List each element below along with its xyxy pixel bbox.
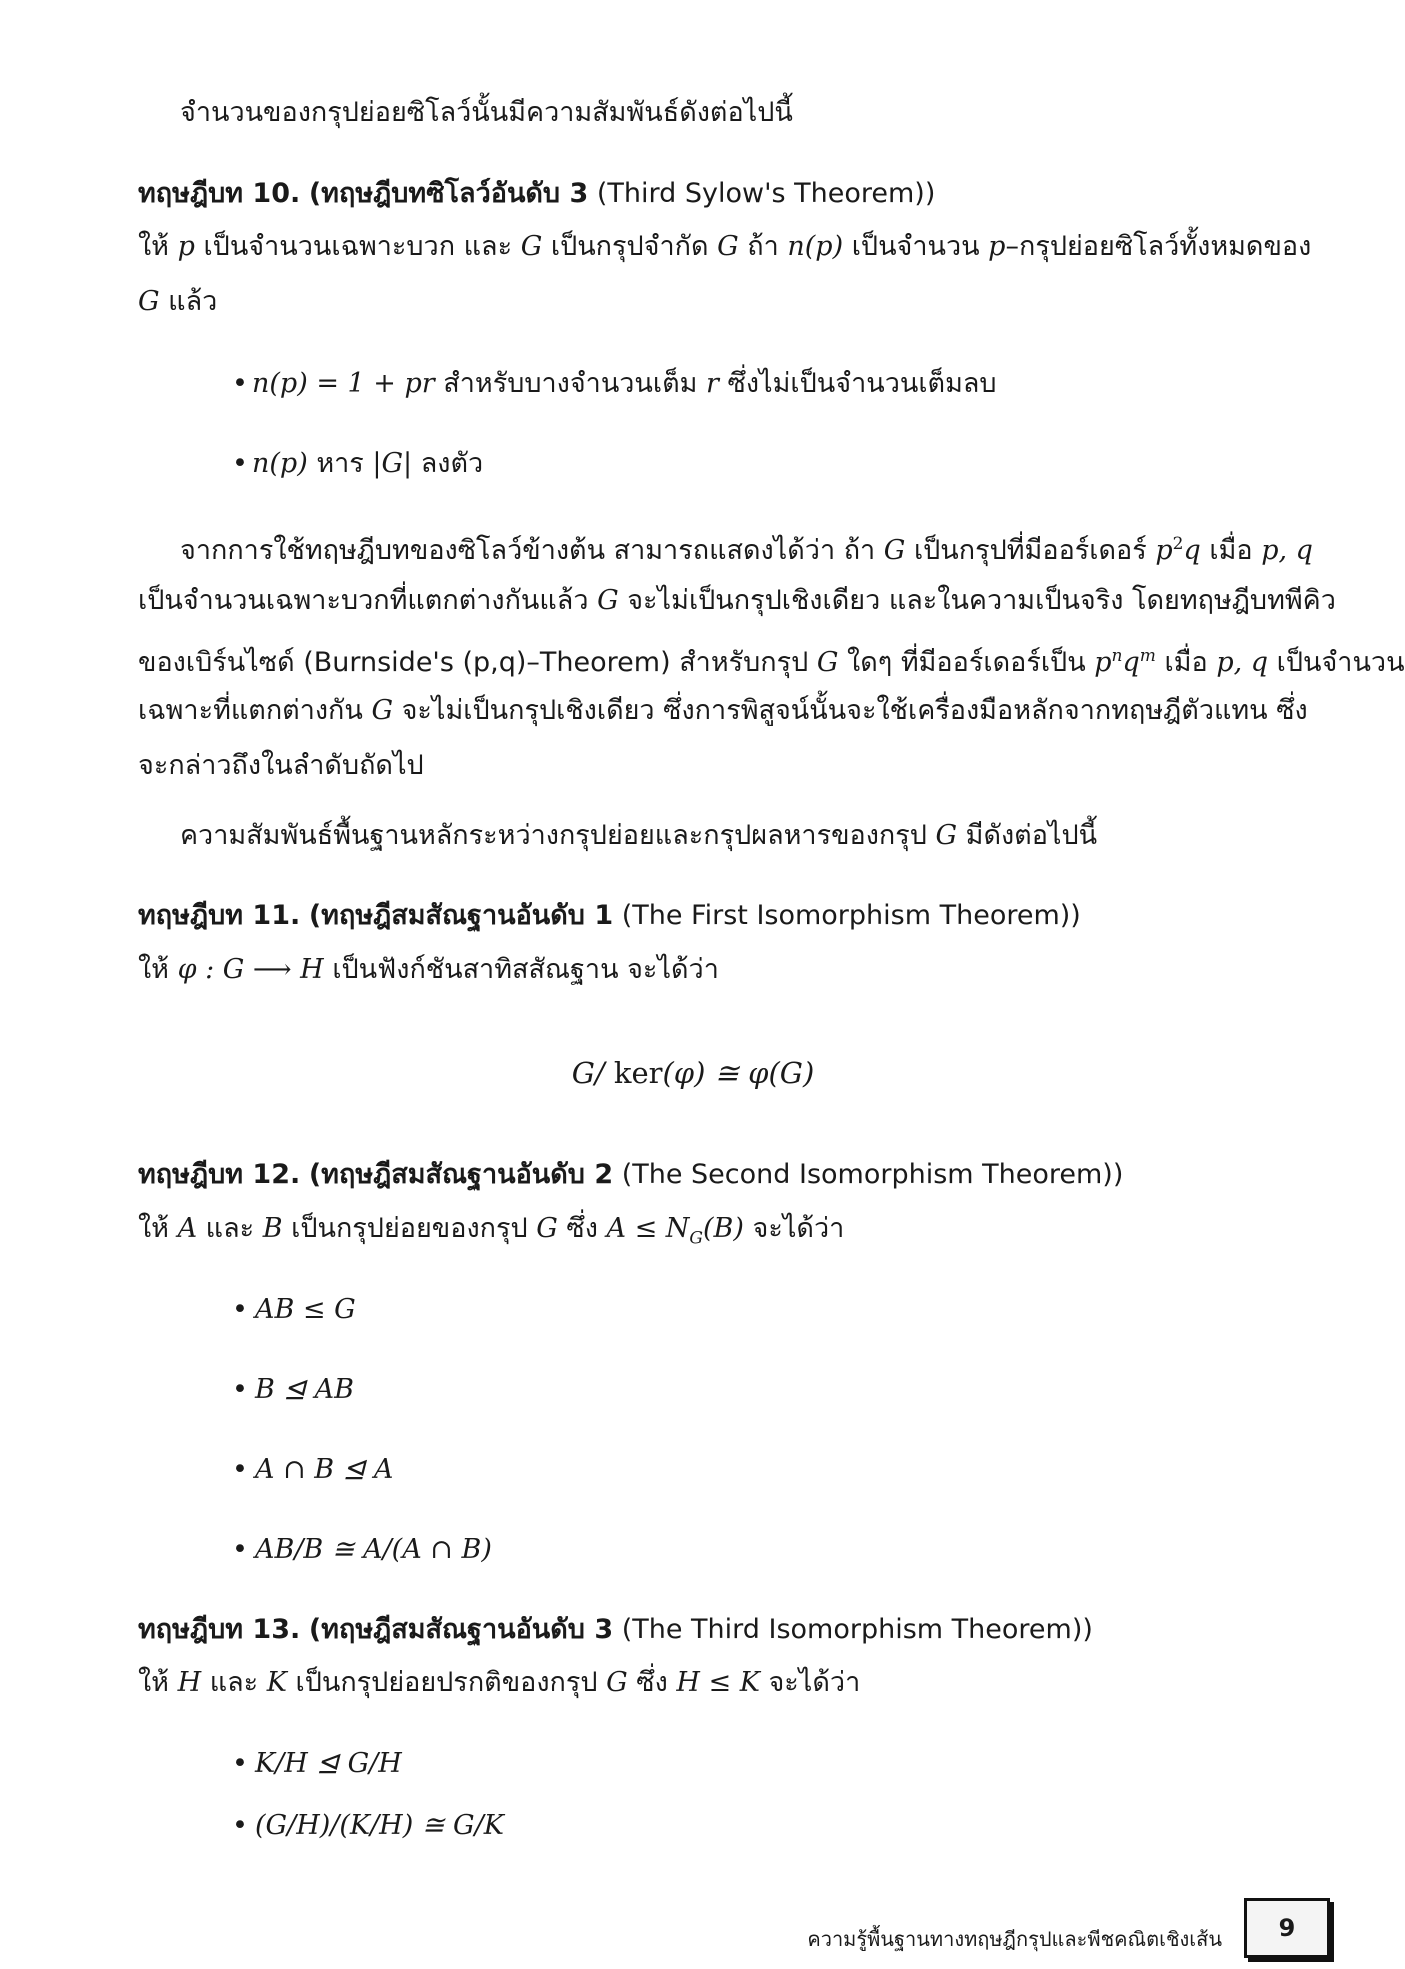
theorem-13-title-en: (The Third Isomorphism Theorem)): [621, 1614, 1093, 1645]
theorem-12-item-2: B ⊴ AB: [255, 1374, 354, 1405]
theorem-11-title-en: (The First Isomorphism Theorem)): [621, 900, 1081, 931]
math-G: G: [935, 820, 958, 851]
theorem-12-title-th: (ทฤษฎีสมสัณฐานอันดับ 2: [308, 1159, 614, 1190]
math-G: G: [371, 695, 394, 726]
bullet-dot: •: [232, 1294, 248, 1325]
theorem-10-bullet-1: [252, 366, 997, 402]
math-K: K: [266, 1667, 287, 1698]
footer-book-title: ความรู้พื้นฐานทางทฤษฎีกรุปและพีชคณิตเชิงเส้น: [807, 1927, 1222, 1951]
math-exponent-m: m: [1139, 646, 1156, 666]
theorem-12-title-en: (The Second Isomorphism Theorem)): [621, 1159, 1124, 1190]
math-exponent: 2: [1172, 534, 1184, 554]
math-p: p: [177, 231, 195, 262]
intro-paragraph: จำนวนของกรุปย่อยซิโลว์นั้นมีความสัมพันธ์ดังต่อไปนี้: [180, 97, 793, 128]
text: เป็นจำนวน: [1268, 647, 1405, 678]
text: และ: [197, 1213, 263, 1244]
text: ความสัมพันธ์พื้นฐานหลักระหว่างกรุปย่อยและกรุปผลหารของกรุป: [180, 820, 936, 851]
math-expression: n(p): [252, 448, 308, 479]
theorem-10-title-th: (ทฤษฎีบทซิโลว์อันดับ 3: [308, 178, 589, 209]
text: แล้ว: [159, 286, 218, 317]
text: ใดๆ ที่มีออร์เดอร์เป็น: [838, 647, 1095, 678]
text: เป็นกรุปย่อยของกรุป: [282, 1213, 537, 1244]
theorem-12-item-3: A ∩ B ⊴ A: [255, 1454, 394, 1485]
math-G: G: [717, 231, 739, 262]
math-B: B: [262, 1213, 283, 1244]
theorem-13-title-th: (ทฤษฎีสมสัณฐานอันดับ 3: [308, 1614, 614, 1645]
math-G: G: [138, 286, 160, 317]
burnside-paragraph-line-2: [138, 583, 1336, 619]
text: เมื่อ: [1200, 535, 1262, 566]
text: จะได้ว่า: [759, 1667, 861, 1698]
bullet-dot: •: [232, 1374, 248, 1405]
math-p: p: [1094, 647, 1112, 678]
theorem-10-bullet-2: [252, 446, 483, 482]
text: เป็นจำนวน: [843, 231, 989, 262]
text: เฉพาะที่แตกต่างกัน: [138, 695, 372, 726]
math-condition: A ≤ N: [606, 1213, 690, 1244]
text: เป็นฟังก์ชันสาทิสสัณฐาน จะได้ว่า: [323, 954, 719, 985]
theorem-11-heading: [138, 898, 1081, 934]
math-G: G: [597, 585, 619, 616]
text: จากการใช้ทฤษฎีบทของซิโลว์ข้างต้น สามารถแสดงได้ว่า ถ้า: [180, 535, 884, 566]
text: มีดังต่อไปนี้: [957, 820, 1098, 851]
math-condition: H ≤ K: [676, 1667, 760, 1698]
text: เป็นจำนวนเฉพาะบวกที่แตกต่างกันแล้ว: [138, 585, 598, 616]
math-p: p: [1155, 535, 1173, 566]
relation-paragraph: [180, 818, 1097, 854]
text: เป็นจำนวนเฉพาะบวก และ: [194, 231, 521, 262]
bullet-dot: •: [232, 1748, 248, 1779]
theorem-10-statement-line-2: [138, 284, 217, 320]
text: ถ้า: [738, 231, 788, 262]
page-number-badge: 9: [1244, 1898, 1330, 1958]
math-order-G: |G|: [372, 448, 413, 479]
text: จะได้ว่า: [743, 1213, 845, 1244]
math-G: G: [883, 535, 906, 566]
text: เป็นกรุปย่อยปรกติของกรุป: [286, 1667, 607, 1698]
theorem-12-label: ทฤษฎีบท 12.: [138, 1159, 301, 1190]
burnside-paragraph-line-5: จะกล่าวถึงในลำดับถัดไป: [138, 750, 424, 781]
math-p: p: [988, 231, 1006, 262]
theorem-11-label: ทฤษฎีบท 11.: [138, 900, 301, 931]
text: จะไม่เป็นกรุปเชิงเดียว และในความเป็นจริง โดยทฤษฎีบทพีคิว: [618, 585, 1336, 616]
theorem-10-label: ทฤษฎีบท 10.: [138, 178, 301, 209]
text: เป็นกรุปที่มีออร์เดอร์: [905, 535, 1156, 566]
theorem-13-statement: [138, 1665, 860, 1701]
theorem-10-heading: [138, 176, 935, 212]
text: ซึ่ง: [557, 1213, 607, 1244]
theorem-13-item-1: K/H ⊴ G/H: [255, 1748, 402, 1779]
math-text: (φ) ≅ φ(G): [662, 1056, 815, 1090]
math-G: G: [816, 647, 839, 678]
theorem-13-label: ทฤษฎีบท 13.: [138, 1614, 301, 1645]
theorem-10-statement-line-1: [138, 229, 1311, 265]
burnside-paragraph-line-4: [138, 693, 1308, 729]
text: ให้: [138, 1213, 178, 1244]
theorem-12-heading: [138, 1157, 1123, 1193]
text: ซึ่ง: [627, 1667, 677, 1698]
text: ให้: [138, 231, 178, 262]
math-G: G: [536, 1213, 558, 1244]
math-ker: ker: [604, 1056, 663, 1090]
text: สำหรับบางจำนวนเต็ม: [434, 368, 707, 399]
theorem-12-item-4: AB/B ≅ A/(A ∩ B): [255, 1534, 492, 1565]
math-H: H: [177, 1667, 202, 1698]
theorem-11-display-equation: [0, 1054, 1386, 1092]
bullet-dot: •: [232, 1534, 248, 1565]
text: หาร: [307, 448, 373, 479]
theorem-10-title-en: (Third Sylow's Theorem)): [596, 178, 936, 209]
math-subscript: G: [689, 1228, 704, 1249]
math-G: G: [606, 1667, 628, 1698]
bullet-dot: •: [232, 1454, 248, 1485]
theorem-12-statement: [138, 1211, 844, 1256]
theorem-11-title-th: (ทฤษฎีสมสัณฐานอันดับ 1: [308, 900, 614, 931]
math-q: q: [1183, 535, 1201, 566]
theorem-12-item-1: AB ≤ G: [255, 1294, 356, 1325]
math-condition: (B): [703, 1213, 744, 1244]
text: เมื่อ: [1155, 647, 1217, 678]
theorem-11-statement: [138, 952, 719, 988]
theorem-13-heading: [138, 1612, 1093, 1648]
burnside-paragraph-line-1: [180, 526, 1313, 569]
math-pq: p, q: [1216, 647, 1269, 678]
math-text: G/: [571, 1056, 605, 1090]
text: และ: [201, 1667, 267, 1698]
bullet-dot: •: [232, 368, 248, 399]
theorem-13-item-2: (G/H)/(K/H) ≅ G/K: [255, 1810, 504, 1841]
text: ให้: [138, 954, 178, 985]
math-exponent-n: n: [1111, 646, 1123, 666]
math-map: φ : G ⟶ H: [177, 954, 324, 985]
math-r: r: [706, 368, 719, 399]
math-q: q: [1122, 647, 1140, 678]
text: ให้: [138, 1667, 178, 1698]
bullet-dot: •: [232, 1810, 248, 1841]
bullet-dot: •: [232, 448, 248, 479]
math-pq: p, q: [1261, 535, 1313, 566]
text: ซึ่งไม่เป็นจำนวนเต็มลบ: [718, 368, 997, 399]
text: จะไม่เป็นกรุปเชิงเดียว ซึ่งการพิสูจน์นั้นจะใช้เครื่องมือหลักจากทฤษฎีตัวแทน ซึ่ง: [393, 695, 1308, 726]
text: เป็นกรุปจำกัด: [542, 231, 718, 262]
text: ลงตัว: [412, 448, 484, 479]
math-expression: n(p) = 1 + pr: [252, 368, 435, 399]
math-A: A: [177, 1213, 198, 1244]
text: ของเบิร์นไซด์ (Burnside's (p,q)–Theorem) สำหรับกรุป: [138, 647, 817, 678]
math-np: n(p): [787, 231, 844, 262]
math-G: G: [520, 231, 543, 262]
burnside-paragraph-line-3: [138, 638, 1405, 681]
text: –กรุปย่อยซิโลว์ทั้งหมดของ: [1005, 231, 1312, 262]
